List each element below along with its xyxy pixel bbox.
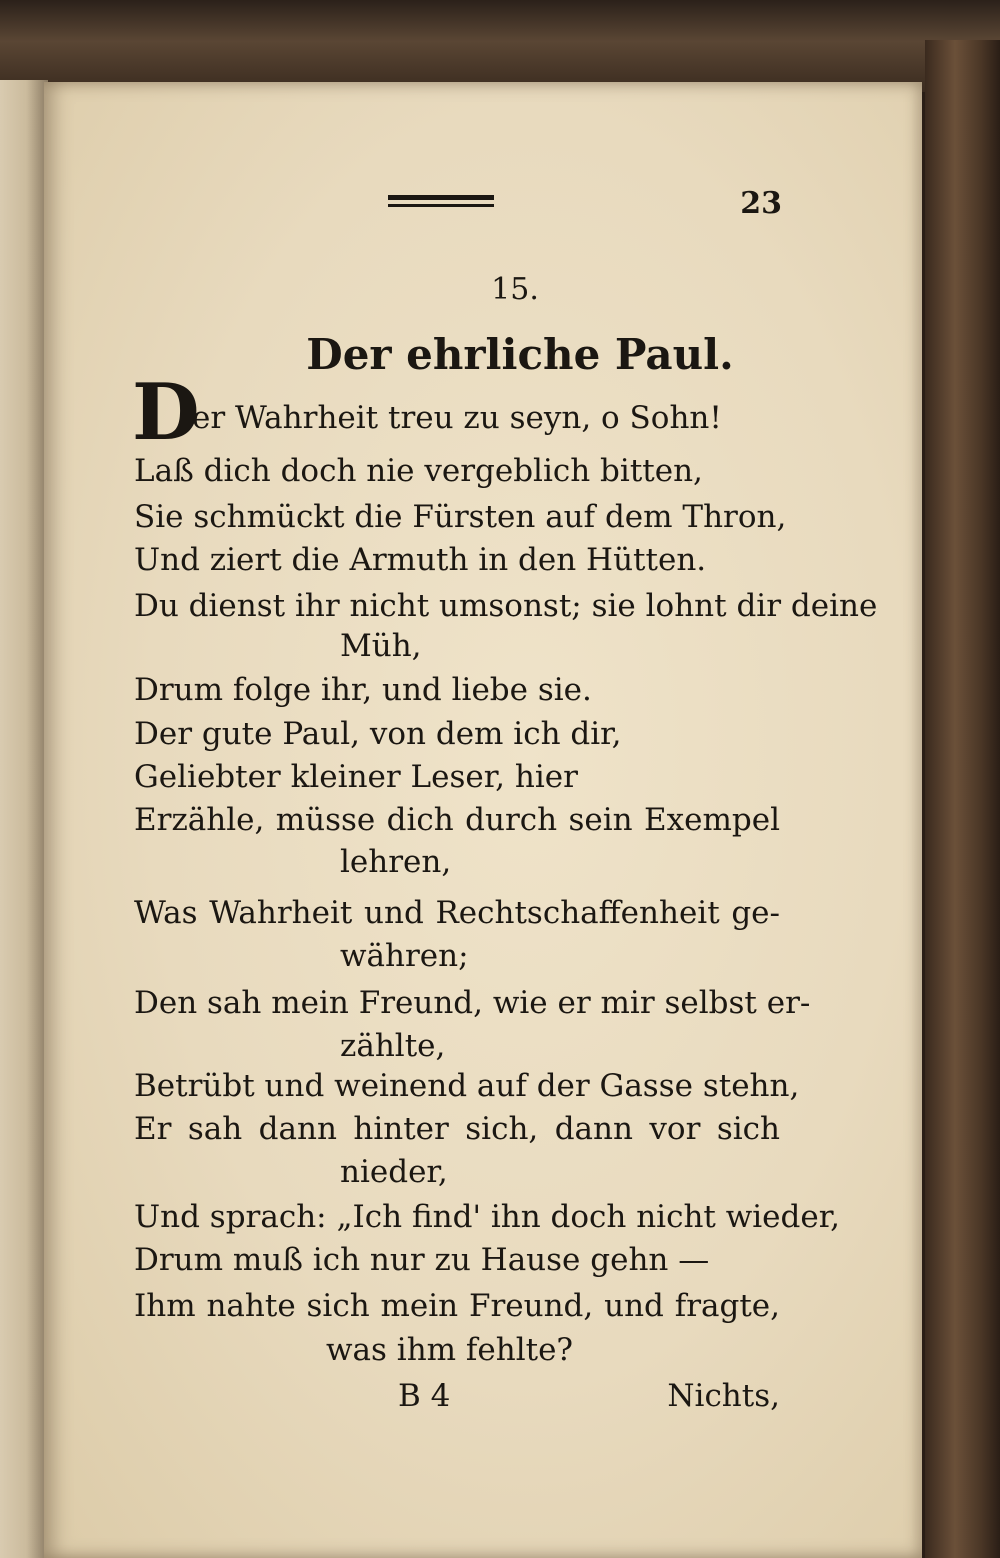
- poem-line: er Wahrheit treu zu seyn, o Sohn!: [192, 400, 722, 436]
- poem-line: Laß dich doch nie vergeblich bitten,: [134, 453, 703, 489]
- poem-line: Ihm nahte sich mein Freund, und fragte,: [134, 1288, 780, 1324]
- poem-line-continuation: lehren,: [340, 844, 452, 880]
- poem-line-continuation: währen;: [340, 938, 469, 974]
- poem-line: Erzähle, müsse dich durch sein Exempel: [134, 802, 780, 838]
- poem-line-continuation: Müh,: [340, 628, 422, 664]
- poem-line: Der gute Paul, von dem ich dir,: [134, 716, 622, 752]
- poem-line-continuation: zählte,: [340, 1028, 446, 1064]
- poem-line: Er sah dann hinter sich, dann vor sich: [134, 1111, 780, 1147]
- poem-line-continuation: was ihm fehlte?: [326, 1332, 574, 1368]
- poem-line: Was Wahrheit und Rechtschaffenheit ge-: [134, 895, 780, 931]
- poem-line: Und ziert die Armuth in den Hütten.: [134, 542, 707, 578]
- poem-line-continuation: nieder,: [340, 1154, 448, 1190]
- poem-title: Der ehrliche Paul.: [306, 330, 734, 379]
- poem-line: Geliebter kleiner Leser, hier: [134, 759, 578, 795]
- poem-line: Den sah mein Freund, wie er mir selbst er-: [134, 985, 811, 1021]
- poem-line: Du dienst ihr nicht umsonst; sie lohnt dir deine: [134, 588, 878, 624]
- poem-line: Und sprach: „Ich find' ihn doch nicht wieder,: [134, 1199, 840, 1235]
- page-number: 23: [740, 186, 782, 221]
- catchword: Nichts,: [667, 1378, 780, 1414]
- signature-mark: B 4: [398, 1378, 451, 1414]
- poem-number: 15.: [491, 272, 539, 307]
- poem-line: Betrübt und weinend auf der Gasse stehn,: [134, 1068, 800, 1104]
- poem-line: Sie schmückt die Fürsten auf dem Thron,: [134, 499, 787, 535]
- poem-line: Drum folge ihr, und liebe sie.: [134, 672, 592, 708]
- poem-line: Drum muß ich nur zu Hause gehn —: [134, 1242, 710, 1278]
- drop-initial: D: [132, 367, 200, 458]
